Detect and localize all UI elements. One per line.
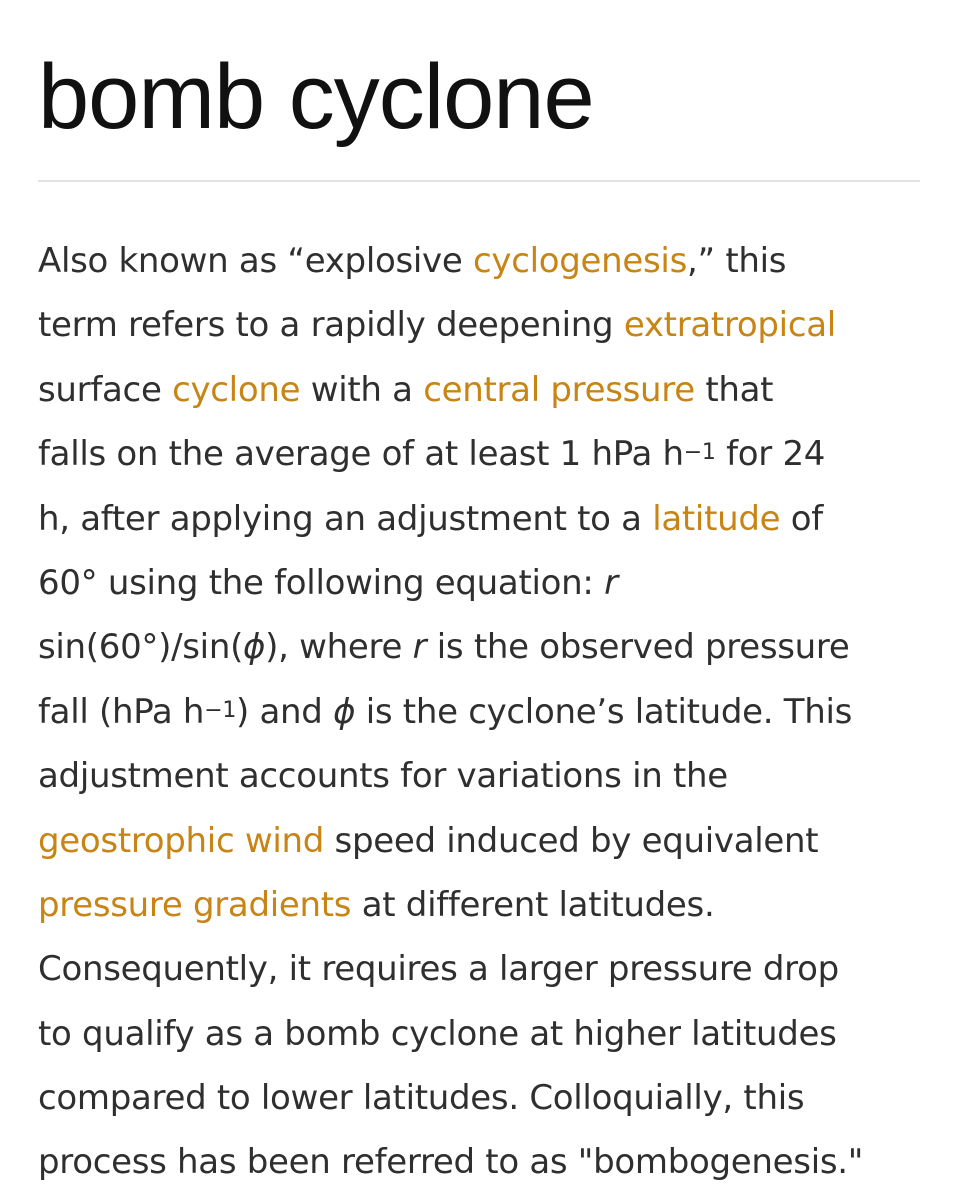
text-segment: falls on the average of at least 1 hPa h — [38, 434, 684, 475]
link-extratropical[interactable]: extratropical — [623, 305, 836, 346]
definition-line — [38, 873, 922, 937]
link-latitude[interactable]: latitude — [652, 498, 781, 539]
definition-line — [38, 809, 922, 873]
text-segment: h, after applying an adjustment to a — [38, 498, 653, 539]
link-pressure-gradients[interactable]: pressure gradients — [38, 884, 352, 925]
definition-line — [38, 744, 922, 808]
definition-line — [38, 615, 922, 679]
text-segment: sin(60°)/sin( — [38, 627, 244, 668]
text-segment: with a — [300, 369, 424, 410]
text-segment: is the observed pressure — [426, 627, 850, 668]
italic-variable: ϕ — [243, 627, 266, 668]
definition-line — [38, 358, 922, 422]
text-segment: ,” this — [686, 241, 787, 281]
definition-line — [38, 422, 922, 486]
link-cyclone[interactable]: cyclone — [172, 369, 301, 410]
text-segment: term refers to a rapidly deepening — [38, 305, 624, 346]
definition-line — [38, 487, 922, 551]
text-segment: of — [780, 498, 823, 539]
text-segment: process has been referred to as "bombogenesis." — [38, 1142, 864, 1183]
text-segment: speed induced by equivalent — [324, 820, 819, 861]
definition-line — [38, 1066, 922, 1130]
text-segment: Also known as “explosive — [38, 241, 473, 281]
definition-line — [38, 229, 922, 293]
text-segment: that — [694, 369, 774, 410]
italic-variable: ϕ — [333, 691, 356, 732]
italic-variable: r — [412, 627, 427, 668]
definition-line — [38, 551, 922, 615]
definition-line — [38, 937, 922, 1001]
text-segment: surface — [38, 369, 173, 410]
definition-line — [38, 1130, 922, 1194]
text-segment: ) and — [236, 691, 334, 732]
glossary-entry — [38, 0, 922, 1195]
text-segment: 60° using the following equation: — [38, 562, 605, 603]
link-cyclogenesis[interactable]: cyclogenesis — [472, 241, 687, 281]
link-geostrophic-wind[interactable]: geostrophic wind — [38, 820, 325, 861]
text-segment: for 24 — [715, 434, 826, 475]
link-central-pressure[interactable]: central pressure — [423, 369, 695, 410]
text-segment: is the cyclone’s latitude. This — [355, 691, 853, 732]
title-divider — [38, 180, 920, 182]
definition-line — [38, 680, 922, 744]
text-segment: ), where — [265, 627, 413, 668]
italic-variable: r — [604, 562, 618, 603]
text-segment: compared to lower latitudes. Colloquially, this — [38, 1078, 805, 1119]
text-segment: fall (hPa h — [38, 691, 205, 732]
superscript-exponent: −1 — [683, 440, 716, 466]
text-segment: to qualify as a bomb cyclone at higher latitudes — [38, 1013, 837, 1054]
text-segment: adjustment accounts for variations in the — [38, 756, 728, 797]
definition-paragraph — [38, 229, 922, 1195]
definition-line — [38, 1002, 922, 1066]
page-title: bomb cyclone — [38, 46, 594, 148]
superscript-exponent: −1 — [204, 697, 237, 723]
definition-line — [38, 293, 922, 357]
text-segment: at different latitudes. — [351, 884, 715, 925]
text-segment: Consequently, it requires a larger pressure drop — [38, 949, 839, 990]
